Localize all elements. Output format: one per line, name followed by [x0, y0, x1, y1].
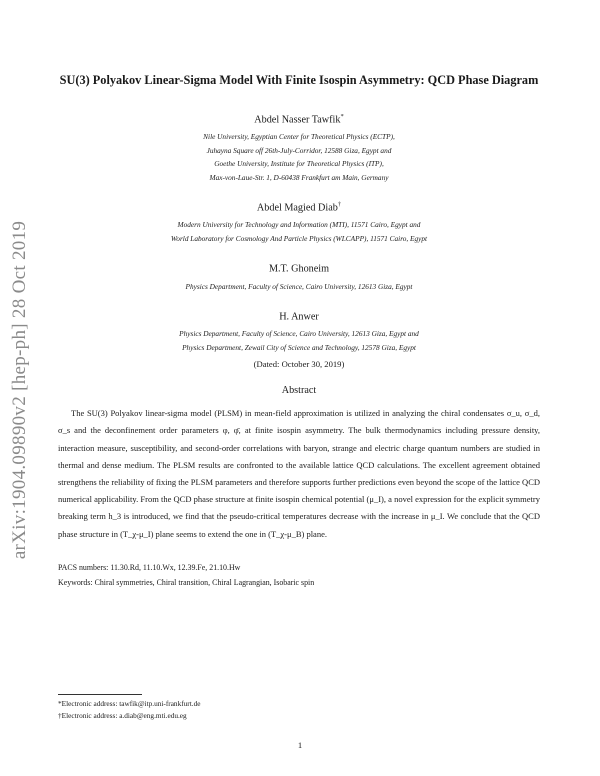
author-name: M.T. Ghoneim: [268, 263, 330, 275]
author-footnote-mark: †: [337, 201, 342, 209]
abstract-text: The SU(3) Polyakov linear-sigma model (PLSM) in mean-field approximation is utilized in analyzing the chiral condensates σ_u, σ_d, σ_s and the deconfinement order parameters φ, φ̄, at finite isospin asymmetry. The bulk thermodynamics including pressure density, interaction measure, susceptibility, and second-order correlations with baryon, strange and electric charge quantum numbers are studied in thermal and dense medium. The PLSM results are confronted to the available lattice QCD calculations. The excellent agreement obtained strengthens the reliability of fixing the PLSM parameters and therefore supports further predictions even beyond the scope of the lattice QCD numerical applicability. From the QCD phase structure at finite isospin chemical potential (μ_I), a novel expression for the explicit symmetry breaking term h_3 is introduced, we find that the pseudo-critical temperatures decrease with the increase in μ_I. We conclude that the QCD phase structure in (T_χ-μ_I) plane seems to extend the one in (T_χ-μ_B) plane.: [58, 408, 540, 539]
author-block-4: [58, 310, 540, 354]
page-number: 1: [297, 740, 303, 750]
author-footnote-mark: *: [340, 113, 344, 120]
dated-line: (Dated: October 30, 2019): [253, 359, 345, 370]
paper-metadata: [58, 560, 540, 590]
author-affiliation: Nile University, Egyptian Center for Theoretical Physics (ECTP), Juhayna Square off 26th-July-Corridor, 12588 Giza, Egypt and Goethe University, Institute for Theoretical Physics (ITP), Max-von-Laue-Str. 1, D-60438 Frankfurt am Main, Germany: [203, 132, 395, 182]
author-block-2: [58, 201, 540, 245]
pacs-numbers: PACS numbers: 11.30.Rd, 11.10.Wx, 12.39.Fe, 21.10.Hw: [58, 562, 241, 572]
author-name: H. Anwer: [279, 311, 319, 323]
author-block-1: [58, 113, 540, 184]
author-block-3: [58, 262, 540, 293]
arxiv-identifier: arXiv:1904.09890v2 [hep-ph] 28 Oct 2019: [9, 220, 30, 560]
arxiv-sidebar-stamp: [4, 160, 36, 620]
author-name: Abdel Magied Diab†: [256, 201, 342, 214]
abstract-heading: Abstract: [281, 385, 317, 397]
footnote-email-2: †Electronic address: a.diab@eng.mti.edu.eg: [58, 711, 187, 720]
footnote-email-1: *Electronic address: tawfik@itp.uni-frankfurt.de: [58, 699, 201, 708]
footnote-rule: [58, 694, 142, 695]
author-affiliation: Physics Department, Faculty of Science, Cairo University, 12613 Giza, Egypt and Physics Department, Zewail City of Science and Technology, 12578 Giza, Egypt: [179, 329, 419, 352]
author-affiliation: Physics Department, Faculty of Science, Cairo University, 12613 Giza, Egypt: [185, 281, 413, 291]
author-affiliation: Modern University for Technology and Information (MTI), 11571 Cairo, Egypt and World Laboratory for Cosmology And Particle Physics (WLCAPP), 11571 Cairo, Egypt: [170, 220, 428, 243]
author-name: Abdel Nasser Tawfik*: [254, 113, 344, 126]
footnotes: [58, 694, 540, 722]
keywords: Keywords: Chiral symmetries, Chiral transition, Chiral Lagrangian, Isobaric spin: [58, 577, 315, 587]
paper-title: SU(3) Polyakov Linear-Sigma Model With Finite Isospin Asymmetry: QCD Phase Diagram: [59, 73, 539, 87]
paper-first-page: [58, 72, 540, 590]
